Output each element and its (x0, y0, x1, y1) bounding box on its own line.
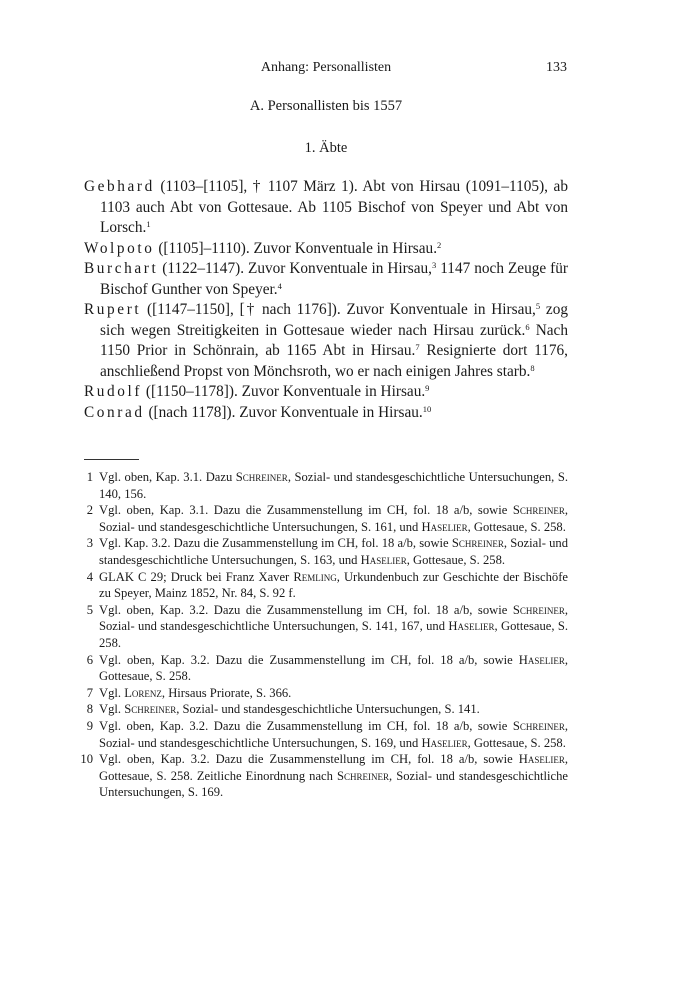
text-segment: , Sozial- und standesgeschichtliche Untersuchungen, S. 141, 167, und (99, 602, 568, 634)
author-name: Haselier (448, 619, 495, 634)
footnote-text (99, 569, 568, 602)
text-segment: , Sozial- und standesgeschichtliche Untersuchungen, S. 161, und (99, 503, 568, 534)
footnote-number: 8 (86, 702, 93, 717)
footnote-ref: 4 (277, 280, 282, 291)
footnote-ref: 1 (146, 219, 151, 229)
author-name: Haselier (421, 519, 468, 534)
footnote (78, 602, 568, 652)
footnotes (78, 469, 568, 801)
abbot-entry (84, 300, 568, 382)
text-segment: GLAK C 29; Druck bei Franz Xaver (99, 569, 294, 584)
section-title: A. Personallisten bis 1557 (249, 98, 403, 114)
abbot-entry (84, 239, 568, 260)
author-name: Haselier (518, 752, 565, 767)
footnote (78, 701, 568, 718)
footnote-separator (84, 459, 139, 460)
author-name: Haselier (360, 552, 407, 567)
text-segment: , Sozial- und standesgeschichtliche Untersuchungen, S. 141. (176, 702, 480, 717)
text-segment: Vgl. (99, 685, 125, 700)
text-segment: Vgl. (99, 702, 125, 717)
text-segment: , Gottesaue, S. 258. (406, 552, 506, 567)
footnote-number: 1 (86, 470, 93, 484)
footnote (78, 535, 568, 568)
footnote-text (99, 701, 568, 718)
text-segment: Vgl. oben, Kap. 3.2. Dazu die Zusammenstellung im CH, fol. 18 a/b, sowie (99, 718, 513, 733)
footnote-number: 10 (80, 752, 93, 767)
footnote-ref: 3 (432, 260, 437, 270)
footnote-text (99, 469, 568, 502)
footnote (78, 652, 568, 685)
footnote-ref: 7 (415, 342, 420, 352)
abbot-name: Rudolf (84, 383, 143, 400)
abbot-list (84, 177, 568, 423)
text-segment: ([1147–1150], [† nach 1176]). Zuvor Konventuale in Hirsau, (141, 301, 536, 318)
text-segment: , Gottesaue, S. 258. Zeitliche Einordnung nach (99, 752, 568, 783)
text-segment: Resignierte dort 1176, anschließend Propst von Mönchsroth, wo er nach einigen Jahres starb. (100, 342, 568, 380)
text-segment: , Gottesaue, S. 258. (467, 735, 566, 750)
text-segment: zog sich wegen Streitigkeiten in Gottesaue wieder nach Hirsau zurück. (100, 301, 568, 339)
text-segment: Vgl. oben, Kap. 3.1. Dazu die Zusammenstellung im CH, fol. 18 a/b, sowie (99, 503, 513, 518)
text-segment: , Gottesaue, S. 258. (99, 652, 568, 684)
text-segment: (1103–[1105], † 1107 März 1). Abt von Hirsau (1091–1105), ab 1103 auch Abt von Gottesaue. Ab 1105 Bischof von Speyer und Abt von Lorsch. (100, 178, 568, 236)
text-segment: , Sozial- und standesgeschichtliche Untersuchungen, S. 140, 156. (99, 470, 568, 501)
abbot-name: Rupert (84, 301, 142, 318)
text-segment: Vgl. oben, Kap. 3.1. Dazu (99, 470, 236, 484)
author-name: Schreiner (451, 536, 504, 551)
footnote-number: 2 (86, 503, 93, 518)
author-name: Lorenz (124, 685, 162, 700)
text-segment: , Sozial- und standesgeschichtliche Untersuchungen, S. 169, und (99, 718, 568, 750)
abbot-entry (84, 403, 568, 424)
abbot-name: Gebhard (84, 178, 155, 195)
footnote-text (99, 685, 568, 702)
footnote-text (99, 535, 568, 568)
footnote-ref: 2 (437, 239, 442, 250)
footnote-number: 6 (86, 652, 93, 667)
abbot-entry (84, 259, 568, 300)
text-segment: , Gottesaue, S. 258. (99, 619, 568, 650)
footnote-ref: 5 (535, 301, 541, 311)
author-name: Schreiner (235, 470, 288, 484)
footnote (78, 569, 568, 602)
text-segment: , Urkundenbuch zur Geschichte der Bischöfe zu Speyer, Mainz 1852, Nr. 84, S. 92 f. (99, 569, 568, 601)
footnote-text (99, 502, 568, 535)
abbot-entry (84, 382, 568, 403)
author-name: Remling (293, 569, 337, 584)
author-name: Schreiner (512, 503, 565, 518)
footnote-number: 7 (86, 685, 93, 700)
text-segment: (1122–1147). Zuvor Konventuale in Hirsau, (158, 260, 432, 277)
footnote-number: 3 (86, 536, 93, 551)
text-segment: 1147 noch Zeuge für Bischof Gunther von Speyer. (100, 260, 568, 298)
text-segment: Vgl. Kap. 3.2. Dazu die Zusammenstellung im CH, fol. 18 a/b, sowie (99, 536, 452, 551)
author-name: Haselier (421, 735, 468, 750)
text-segment: ([1105]–1110). Zuvor Konventuale in Hirsau. (154, 239, 438, 257)
abbot-name: Wolpoto (84, 239, 155, 257)
footnote (78, 718, 568, 751)
text-segment: , Hirsaus Priorate, S. 366. (161, 685, 292, 700)
footnote (78, 685, 568, 702)
text-segment: , Sozial- und standesgeschichtliche Untersuchungen, S. 169. (99, 768, 568, 800)
footnote-text (99, 751, 568, 801)
text-segment: ([nach 1178]). Zuvor Konventuale in Hirsau. (144, 403, 423, 421)
running-head: Anhang: Personallisten (260, 60, 392, 75)
subsection-title: 1. Äbte (304, 140, 348, 156)
text-segment: Vgl. oben, Kap. 3.2. Dazu die Zusammenstellung im CH, fol. 18 a/b, sowie (99, 602, 513, 617)
footnote-ref: 9 (425, 383, 430, 393)
footnote-ref: 10 (422, 403, 432, 414)
footnote-number: 4 (86, 569, 93, 584)
text-segment: , Sozial- und standesgeschichtliche Untersuchungen, S. 163, und (99, 536, 568, 567)
text-segment: , Gottesaue, S. 258. (467, 519, 566, 534)
footnote (78, 469, 568, 502)
abbot-entry (84, 177, 568, 239)
abbot-name: Conrad (84, 403, 145, 421)
footnote (78, 751, 568, 801)
author-name: Schreiner (337, 768, 390, 783)
text-segment: ([1150–1178]). Zuvor Konventuale in Hirsau. (142, 383, 426, 400)
author-name: Schreiner (512, 718, 565, 733)
footnote (78, 502, 568, 535)
author-name: Schreiner (512, 602, 565, 617)
text-segment: Nach 1150 Prior in Schönrain, ab 1165 Abt in Hirsau. (100, 321, 568, 359)
page-number: 133 (546, 60, 567, 75)
text-segment: Vgl. oben, Kap. 3.2. Dazu die Zusammenstellung im CH, fol. 18 a/b, sowie (99, 752, 519, 767)
footnote-number: 9 (86, 718, 93, 733)
footnote-ref: 6 (525, 321, 530, 332)
author-name: Schreiner (124, 702, 177, 717)
footnote-text (99, 602, 568, 652)
footnote-text (99, 718, 568, 751)
text-segment: Vgl. oben, Kap. 3.2. Dazu die Zusammenstellung im CH, fol. 18 a/b, sowie (99, 652, 519, 667)
abbot-name: Burchart (84, 260, 159, 277)
footnote-ref: 8 (530, 362, 535, 373)
author-name: Haselier (518, 652, 565, 667)
footnote-text (99, 652, 568, 685)
footnote-number: 5 (86, 602, 93, 617)
